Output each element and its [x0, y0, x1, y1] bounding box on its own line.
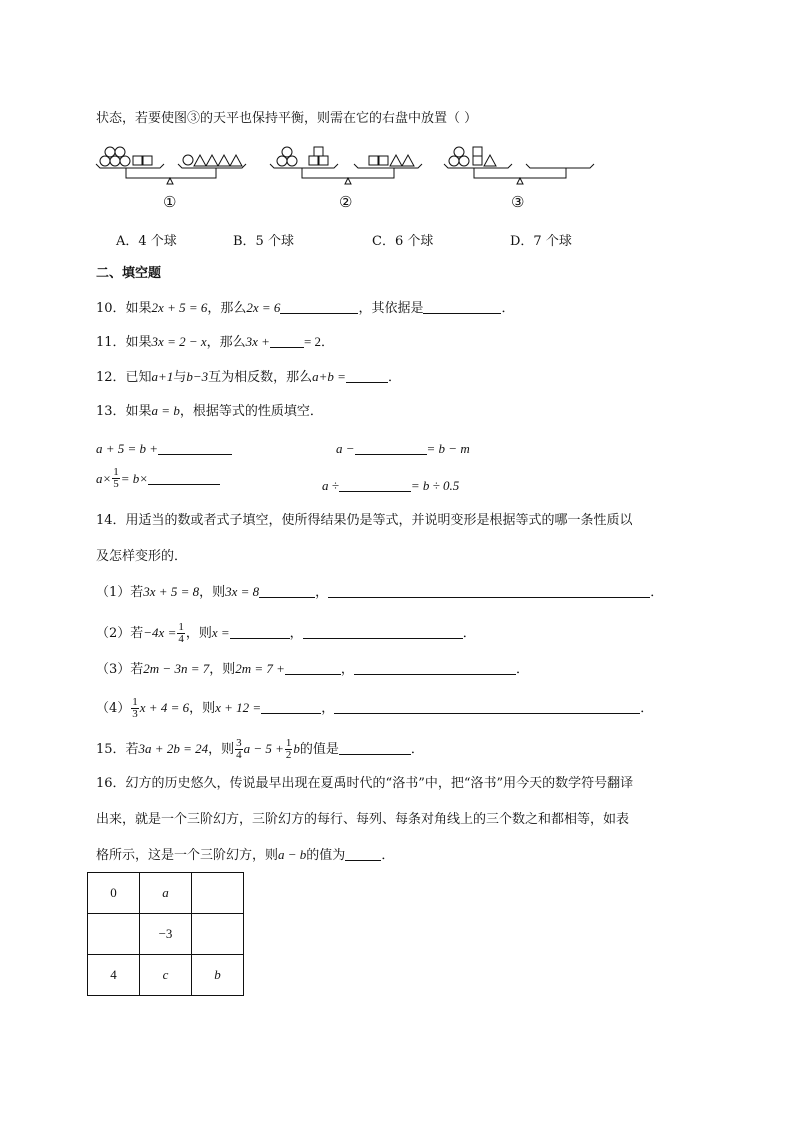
- table-cell: 0: [88, 873, 140, 914]
- question-16-line3: 格所示，这是一个三阶幻方，则a − b的值为 ．: [96, 847, 395, 863]
- table-row: [88, 914, 244, 955]
- answer-blank[interactable]: [339, 478, 411, 492]
- fraction: $\frac{1}{2}$: [285, 737, 292, 761]
- option-b: B．5 个球: [233, 234, 294, 249]
- fraction: $\frac{3}{4}$: [236, 737, 242, 761]
- answer-blank[interactable]: [261, 700, 321, 714]
- question-14-line2: 及怎样变形的．: [96, 549, 188, 564]
- q13-row2-left: a× $\frac{1}{5}$ = b×: [96, 467, 220, 490]
- answer-blank[interactable]: [259, 584, 315, 598]
- answer-blank[interactable]: [328, 584, 650, 598]
- question-16-line1: 16．幻方的历史悠久，传说最早出现在夏禹时代的“洛书”中，把“洛书”用今天的数学符号翻译: [96, 776, 634, 791]
- question-13: 13．如果a = b，根据等式的性质填空．: [96, 403, 323, 419]
- scale-2-icon: [270, 147, 422, 184]
- question-16-line2: 出来，就是一个三阶幻方，三阶幻方的每行、每列、每条对角线上的三个数之和都相等，如表: [96, 812, 630, 827]
- q9-text: 状态，若要使图③的天平也保持平衡，则需在它的右盘中放置（ ）: [96, 111, 478, 126]
- scale-label-1: ①: [163, 193, 177, 211]
- table-row: [88, 955, 244, 996]
- q14-part1: （1）若3x + 5 = 8，则3x = 8 ， ．: [96, 584, 664, 600]
- q14-part4: （4） $\frac{1}{3}$ x + 4 = 6，则x + 12 = ， ．: [96, 696, 654, 720]
- table-cell: [88, 914, 140, 955]
- scale-3-icon: [444, 147, 594, 184]
- answer-blank[interactable]: [230, 625, 290, 639]
- question-15: 15．若3a + 2b = 24，则 $\frac{3}{4}$ a − 5 + $\frac{1}{2}$ b的值是 ．: [96, 737, 424, 761]
- option-c: C．6 个球: [372, 234, 434, 249]
- table-row: [88, 873, 244, 914]
- answer-blank[interactable]: [270, 334, 304, 348]
- answer-blank[interactable]: [334, 700, 640, 714]
- q13-row1-left: a + 5 = b +: [96, 438, 232, 457]
- table-cell: 4: [88, 955, 140, 996]
- question-14-line1: 14．用适当的数或者式子填空，使所得结果仍是等式，并说明变形是根据等式的哪一条性质以: [96, 513, 633, 528]
- table-cell: c: [140, 955, 192, 996]
- answer-blank[interactable]: [158, 441, 232, 455]
- q13-row2-right: a ÷ = b ÷ 0.5: [322, 478, 460, 493]
- q13-row1-right: a − = b − m: [336, 441, 470, 456]
- answer-blank[interactable]: [148, 471, 220, 485]
- answer-blank[interactable]: [346, 369, 388, 383]
- q14-part3: （3）若2m − 3n = 7，则2m = 7 + ， ．: [96, 661, 529, 677]
- balance-scales-figure: [0, 142, 794, 222]
- table-cell: a: [140, 873, 192, 914]
- scale-label-2: ②: [339, 193, 353, 211]
- answer-blank[interactable]: [285, 661, 341, 675]
- scale-label-3: ③: [511, 193, 525, 211]
- fraction: $\frac{1}{3}$: [132, 696, 138, 720]
- option-a: A．4 个球: [116, 234, 177, 249]
- q14-part2: （2）若−4x = $\frac{1}{4}$ ，则x = ， ．: [96, 621, 476, 645]
- answer-blank[interactable]: [355, 441, 427, 455]
- answer-blank[interactable]: [303, 625, 463, 639]
- question-12: 12．已知a+1与b−3互为相反数，那么a+b = ．: [96, 369, 401, 385]
- table-cell: −3: [140, 914, 192, 955]
- table-cell: [192, 873, 244, 914]
- answer-blank[interactable]: [354, 661, 516, 675]
- fraction: $\frac{1}{5}$: [113, 466, 119, 490]
- question-11: 11．如果3x = 2 − x，那么3x + = 2．: [96, 334, 335, 350]
- table-cell: [192, 914, 244, 955]
- table-cell: b: [192, 955, 244, 996]
- section-heading: 二、填空题: [96, 266, 162, 281]
- option-d: D．7 个球: [510, 234, 572, 249]
- question-10: 10．如果2x + 5 = 6，那么2x = 6 ，其依据是 ．: [96, 300, 515, 316]
- scale-1-icon: [96, 147, 246, 184]
- answer-blank[interactable]: [339, 741, 411, 755]
- answer-blank[interactable]: [423, 300, 501, 314]
- answer-blank[interactable]: [345, 847, 381, 861]
- magic-square-table: [87, 872, 244, 996]
- fraction: $\frac{1}{4}$: [178, 621, 184, 645]
- answer-blank[interactable]: [280, 300, 358, 314]
